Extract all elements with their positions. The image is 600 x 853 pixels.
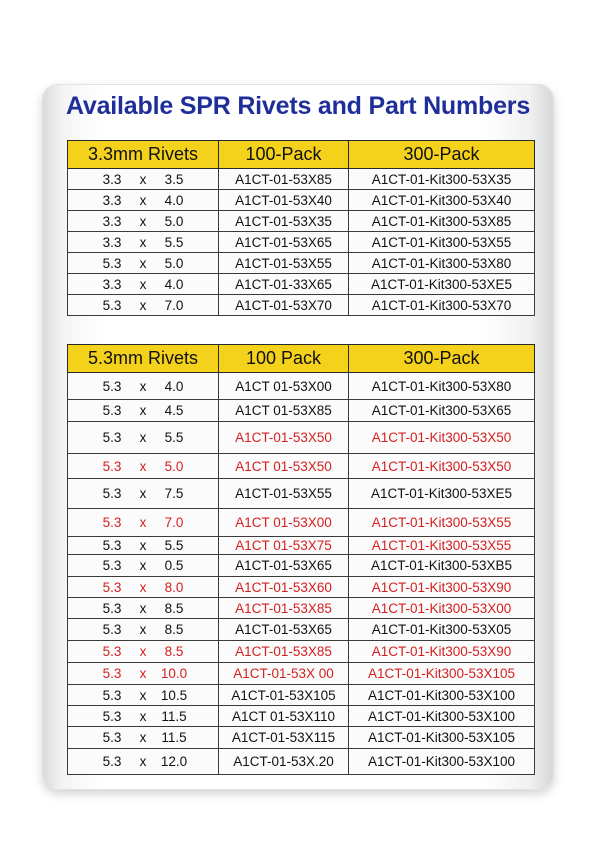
rivet-diameter: 3.3 xyxy=(102,276,122,292)
part-number-300-pack: A1CT-01-Kit300-53X55 xyxy=(349,537,535,555)
rivet-size-cell xyxy=(68,422,219,454)
times-sign: x xyxy=(139,754,147,769)
rivet-length: 4.0 xyxy=(164,276,184,292)
times-sign: x xyxy=(139,622,147,637)
table-row xyxy=(68,169,535,190)
table-row xyxy=(68,641,535,663)
rivet-size-cell xyxy=(68,190,219,211)
rivet-length: 8.5 xyxy=(164,622,184,637)
table-row xyxy=(68,454,535,479)
rivet-length: 5.0 xyxy=(164,255,184,271)
rivet-size-cell xyxy=(68,232,219,253)
times-sign: x xyxy=(139,234,147,250)
times-sign: x xyxy=(139,403,147,418)
rivet-diameter: 5.3 xyxy=(102,430,122,445)
rivet-size-cell xyxy=(68,169,219,190)
rivet-size-cell xyxy=(68,619,219,641)
table-row xyxy=(68,727,535,749)
times-sign: x xyxy=(139,255,147,271)
part-number-300-pack: A1CT-01-Kit300-53XB5 xyxy=(349,555,535,577)
table-row xyxy=(68,619,535,641)
times-sign: x xyxy=(139,515,147,530)
header-100-pack: 100 Pack xyxy=(219,345,349,373)
times-sign: x xyxy=(139,708,147,724)
part-number-300-pack: A1CT-01-Kit300-53X05 xyxy=(349,619,535,641)
part-number-300-pack: A1CT-01-Kit300-53X100 xyxy=(349,749,535,775)
rivet-size-cell xyxy=(68,509,219,537)
times-sign: x xyxy=(139,666,147,681)
rivet-diameter: 5.3 xyxy=(102,666,122,681)
part-number-300-pack: A1CT-01-Kit300-53XE5 xyxy=(349,274,535,295)
table-row xyxy=(68,555,535,577)
part-number-100-pack: A1CT-01-53X60 xyxy=(219,577,349,598)
table-row xyxy=(68,706,535,727)
rivet-diameter: 5.3 xyxy=(102,558,122,573)
header-300-pack: 300-Pack xyxy=(349,141,535,169)
part-number-100-pack: A1CT 01-53X00 xyxy=(219,373,349,400)
part-number-100-pack: A1CT-01-53X65 xyxy=(219,555,349,577)
rivet-diameter: 5.3 xyxy=(102,708,122,724)
rivet-length: 5.5 xyxy=(164,538,184,553)
part-number-100-pack: A1CT-01-53X50 xyxy=(219,422,349,454)
times-sign: x xyxy=(139,430,147,445)
table-row xyxy=(68,211,535,232)
rivet-length: 5.0 xyxy=(164,458,184,474)
rivet-length: 7.5 xyxy=(164,486,184,501)
table-row xyxy=(68,577,535,598)
part-number-100-pack: A1CT-01-53X65 xyxy=(219,232,349,253)
rivet-length: 5.5 xyxy=(164,234,184,250)
table-row xyxy=(68,274,535,295)
times-sign: x xyxy=(139,730,147,745)
part-number-100-pack: A1CT-01-53X70 xyxy=(219,295,349,316)
part-number-100-pack: A1CT-01-53X105 xyxy=(219,685,349,706)
part-number-100-pack: A1CT-01-53X115 xyxy=(219,727,349,749)
part-number-300-pack: A1CT-01-Kit300-53X105 xyxy=(349,727,535,749)
rivet-diameter: 5.3 xyxy=(102,687,122,703)
table-row xyxy=(68,749,535,775)
part-number-300-pack: A1CT-01-Kit300-53X85 xyxy=(349,211,535,232)
rivet-diameter: 3.3 xyxy=(102,234,122,250)
part-number-300-pack: A1CT-01-Kit300-53X90 xyxy=(349,641,535,663)
rivet-size-cell xyxy=(68,727,219,749)
part-number-100-pack: A1CT 01-53X85 xyxy=(219,400,349,422)
rivet-diameter: 5.3 xyxy=(102,538,122,553)
rivet-size-cell xyxy=(68,400,219,422)
rivet-diameter: 5.3 xyxy=(102,486,122,501)
part-number-100-pack: A1CT-01-53X40 xyxy=(219,190,349,211)
table-row xyxy=(68,479,535,509)
rivet-size-cell xyxy=(68,537,219,555)
page-title: Available SPR Rivets and Part Numbers xyxy=(65,92,531,120)
times-sign: x xyxy=(139,378,147,394)
rivet-length: 8.5 xyxy=(164,600,184,616)
table-row xyxy=(68,509,535,537)
part-number-300-pack: A1CT-01-Kit300-53X65 xyxy=(349,400,535,422)
rivet-diameter: 5.3 xyxy=(102,579,122,595)
table-header-row xyxy=(68,141,535,169)
times-sign: x xyxy=(139,687,147,703)
part-number-300-pack: A1CT-01-Kit300-53X55 xyxy=(349,509,535,537)
part-number-300-pack: A1CT-01-Kit300-53X50 xyxy=(349,422,535,454)
rivet-size-cell xyxy=(68,706,219,727)
rivet-size-cell xyxy=(68,373,219,400)
rivet-size-cell xyxy=(68,479,219,509)
rivet-length: 0.5 xyxy=(164,558,184,573)
rivet-size-cell xyxy=(68,749,219,775)
rivet-size-cell xyxy=(68,641,219,663)
times-sign: x xyxy=(139,171,147,187)
rivet-length: 4.0 xyxy=(164,378,184,394)
part-number-300-pack: A1CT-01-Kit300-53X55 xyxy=(349,232,535,253)
rivet-diameter: 5.3 xyxy=(102,515,122,530)
rivet-size-cell xyxy=(68,685,219,706)
table-row xyxy=(68,663,535,685)
part-number-100-pack: A1CT-01-53X65 xyxy=(219,619,349,641)
times-sign: x xyxy=(139,486,147,501)
times-sign: x xyxy=(139,558,147,573)
header-100-pack: 100-Pack xyxy=(219,141,349,169)
part-number-300-pack: A1CT-01-Kit300-53X100 xyxy=(349,685,535,706)
rivet-size-cell xyxy=(68,663,219,685)
header-300-pack: 300-Pack xyxy=(349,345,535,373)
rivet-size-cell xyxy=(68,295,219,316)
rivet-diameter: 5.3 xyxy=(102,458,122,474)
rivet-length: 12.0 xyxy=(160,754,188,769)
rivet-size-cell xyxy=(68,253,219,274)
part-number-300-pack: A1CT-01-Kit300-53X90 xyxy=(349,577,535,598)
part-number-100-pack: A1CT-01-53X55 xyxy=(219,253,349,274)
part-number-100-pack: A1CT-01-53X85 xyxy=(219,598,349,619)
table-row xyxy=(68,400,535,422)
rivet-size-cell xyxy=(68,555,219,577)
rivet-length: 5.0 xyxy=(164,213,184,229)
part-number-300-pack: A1CT-01-Kit300-53X80 xyxy=(349,253,535,274)
times-sign: x xyxy=(139,538,147,553)
rivet-diameter: 5.3 xyxy=(102,730,122,745)
part-number-100-pack: A1CT-01-53X35 xyxy=(219,211,349,232)
rivets-3-3mm-table xyxy=(67,140,535,316)
rivet-length: 11.5 xyxy=(161,730,187,745)
part-number-100-pack: A1CT-01-53X.20 xyxy=(219,749,349,775)
part-number-100-pack: A1CT-01-53X 00 xyxy=(219,663,349,685)
rivet-size-cell xyxy=(68,577,219,598)
part-number-300-pack: A1CT-01-Kit300-53X80 xyxy=(349,373,535,400)
table-row xyxy=(68,253,535,274)
rivet-length: 7.0 xyxy=(164,515,184,530)
times-sign: x xyxy=(139,213,147,229)
table-row xyxy=(68,232,535,253)
rivet-diameter: 5.3 xyxy=(102,255,122,271)
rivet-size-cell xyxy=(68,211,219,232)
part-number-100-pack: A1CT-01-33X65 xyxy=(219,274,349,295)
table-row xyxy=(68,598,535,619)
rivet-length: 8.5 xyxy=(164,644,184,659)
times-sign: x xyxy=(139,458,147,474)
table-header-row xyxy=(68,345,535,373)
rivet-diameter: 3.3 xyxy=(102,171,122,187)
rivet-diameter: 5.3 xyxy=(102,297,122,313)
table-row xyxy=(68,295,535,316)
part-number-300-pack: A1CT-01-Kit300-53X40 xyxy=(349,190,535,211)
times-sign: x xyxy=(139,276,147,292)
rivet-length: 5.5 xyxy=(164,430,184,445)
part-number-100-pack: A1CT-01-53X85 xyxy=(219,641,349,663)
rivet-length: 4.0 xyxy=(164,192,184,208)
part-number-100-pack: A1CT 01-53X75 xyxy=(219,537,349,555)
part-number-300-pack: A1CT-01-Kit300-53X105 xyxy=(349,663,535,685)
part-number-300-pack: A1CT-01-Kit300-53XE5 xyxy=(349,479,535,509)
rivet-diameter: 5.3 xyxy=(102,754,122,769)
times-sign: x xyxy=(139,644,147,659)
header-rivet-size: 3.3mm Rivets xyxy=(68,141,219,169)
table-row xyxy=(68,537,535,555)
rivet-size-cell xyxy=(68,274,219,295)
table-row xyxy=(68,373,535,400)
rivet-size-cell xyxy=(68,454,219,479)
rivet-length: 4.5 xyxy=(164,403,184,418)
times-sign: x xyxy=(139,600,147,616)
rivet-length: 10.0 xyxy=(160,666,188,681)
part-number-100-pack: A1CT 01-53X50 xyxy=(219,454,349,479)
rivets-5-3mm-table xyxy=(67,344,535,775)
part-number-300-pack: A1CT-01-Kit300-53X00 xyxy=(349,598,535,619)
part-number-300-pack: A1CT-01-Kit300-53X35 xyxy=(349,169,535,190)
rivet-diameter: 5.3 xyxy=(102,644,122,659)
rivet-length: 8.0 xyxy=(164,579,184,595)
part-number-100-pack: A1CT-01-53X55 xyxy=(219,479,349,509)
table-row xyxy=(68,422,535,454)
part-number-300-pack: A1CT-01-Kit300-53X100 xyxy=(349,706,535,727)
header-rivet-size: 5.3mm Rivets xyxy=(68,345,219,373)
rivet-length: 11.5 xyxy=(161,708,187,724)
rivet-diameter: 5.3 xyxy=(102,403,122,418)
rivet-diameter: 5.3 xyxy=(102,378,122,394)
rivet-diameter: 3.3 xyxy=(102,192,122,208)
part-number-300-pack: A1CT-01-Kit300-53X70 xyxy=(349,295,535,316)
part-number-100-pack: A1CT-01-53X85 xyxy=(219,169,349,190)
rivet-length: 3.5 xyxy=(164,171,184,187)
times-sign: x xyxy=(139,297,147,313)
times-sign: x xyxy=(139,192,147,208)
times-sign: x xyxy=(139,579,147,595)
part-number-300-pack: A1CT-01-Kit300-53X50 xyxy=(349,454,535,479)
table-row xyxy=(68,685,535,706)
rivet-diameter: 5.3 xyxy=(102,622,122,637)
rivet-length: 10.5 xyxy=(160,687,188,703)
rivet-size-cell xyxy=(68,598,219,619)
rivet-diameter: 5.3 xyxy=(102,600,122,616)
part-number-100-pack: A1CT 01-53X110 xyxy=(219,706,349,727)
rivet-diameter: 3.3 xyxy=(102,213,122,229)
rivet-length: 7.0 xyxy=(164,297,184,313)
table-row xyxy=(68,190,535,211)
part-number-100-pack: A1CT 01-53X00 xyxy=(219,509,349,537)
